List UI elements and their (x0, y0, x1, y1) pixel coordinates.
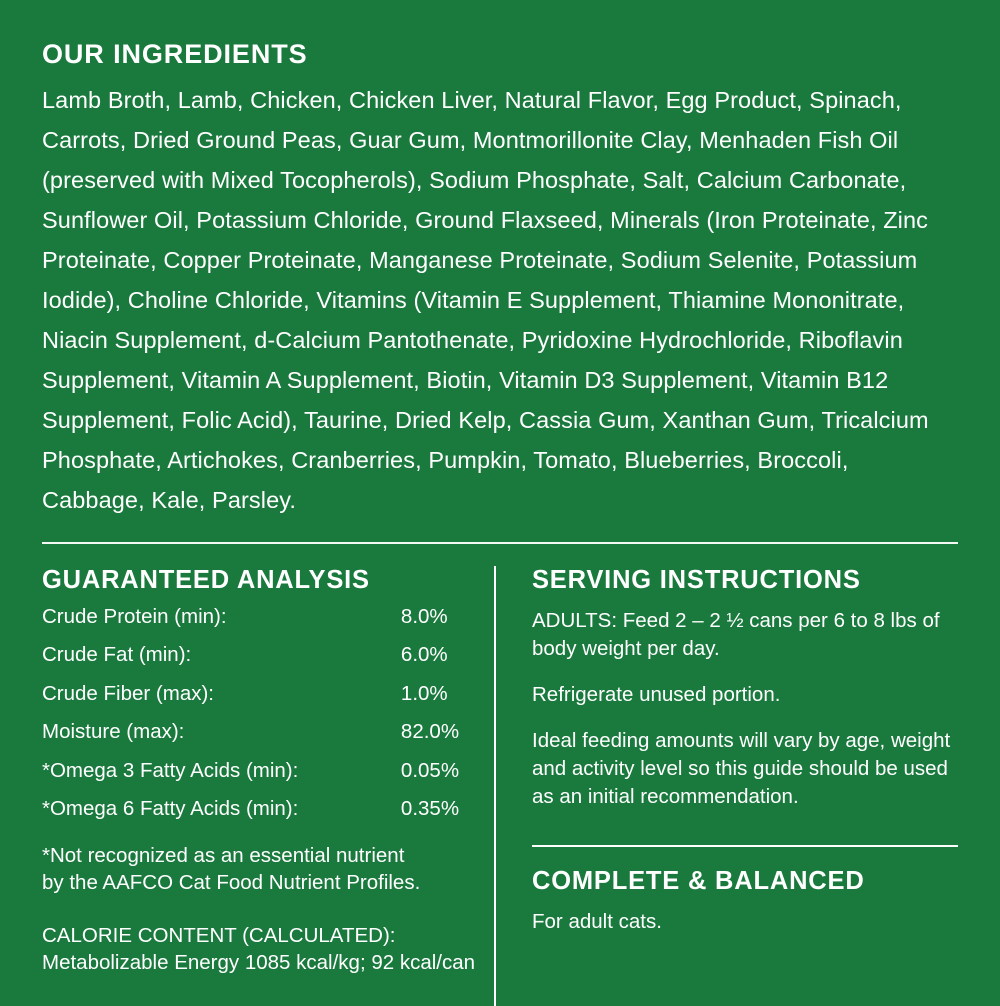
table-row (42, 684, 484, 723)
nutrient-value: 6.0% (400, 643, 448, 667)
nutrient-value: 1.0% (400, 681, 448, 705)
complete-balanced-subtitle: For adult cats. (532, 909, 662, 933)
serving-line-adults: ADULTS: Feed 2 – 2 ½ cans per 6 to 8 lbs of body weight per day. (532, 608, 940, 660)
nutrient-label: *Omega 3 Fatty Acids (min): (42, 758, 299, 782)
nutrient-value: 8.0% (400, 604, 448, 628)
ingredients-section (42, 40, 958, 520)
nutrient-label: Crude Fat (min): (42, 643, 192, 667)
table-row (42, 645, 484, 684)
guaranteed-analysis-table (42, 604, 484, 838)
ingredients-text: Lamb Broth, Lamb, Chicken, Chicken Liver, Natural Flavor, Egg Product, Spinach, Carrots, Dried Ground Peas, Guar Gum, Montmorillonite Clay, Menhaden Fish Oil (preserved with Mixed Tocopherols), Sodium Phosphate, Salt, Calcium Carbonate, Sunflower Oil, Potassium Chloride, Ground Flaxseed, Minerals (Iron Proteinate, Zinc Proteinate, Copper Proteinate, Manganese Proteinate, Sodium Selenite, Potassium Iodide), Choline Chloride, Vitamins (Vitamin E Supplement, Thiamine Mononitrate, Niacin Supplement, d-Calcium Pantothenate, Pyridoxine Hydrochloride, Riboflavin Supplement, Vitamin A Supplement, Biotin, Vitamin D3 Supplement, Vitamin B12 Supplement, Folic Acid), Taurine, Dried Kelp, Cassia Gum, Xanthan Gum, Tricalcium Phosphate, Artichokes, Cranberries, Pumpkin, Tomato, Blueberries, Broccoli, Cabbage, Kale, Parsley. (42, 86, 929, 513)
aafco-note-line-2: by the AAFCO Cat Food Nutrient Profiles. (42, 870, 421, 894)
nutrient-label: Crude Fiber (max): (42, 681, 215, 705)
nutrient-label: Crude Protein (min): (42, 604, 227, 628)
nutrient-value: 0.35% (400, 797, 460, 821)
calorie-content-value: Metabolizable Energy 1085 kcal/kg; 92 kcal/can (42, 950, 476, 974)
serving-line-guidance: Ideal feeding amounts will vary by age, weight and activity level so this guide should be used as an initial recommendation. (532, 728, 951, 808)
serving-instructions-section (496, 566, 958, 1006)
nutrient-label: *Omega 6 Fatty Acids (min): (42, 797, 299, 821)
complete-balanced-title: COMPLETE & BALANCED (532, 866, 865, 895)
table-row (42, 761, 484, 800)
guaranteed-analysis-section (42, 566, 494, 1006)
nutrient-value: 0.05% (400, 758, 460, 782)
serving-line-refrigerate: Refrigerate unused portion. (532, 682, 781, 706)
ingredients-title: OUR INGREDIENTS (42, 39, 308, 69)
calorie-content (42, 922, 484, 976)
table-row (42, 607, 484, 646)
aafco-note (42, 842, 484, 896)
calorie-content-heading: CALORIE CONTENT (CALCULATED): (42, 923, 396, 947)
table-row (42, 799, 484, 838)
complete-balanced-section (532, 845, 958, 935)
serving-instructions-title: SERVING INSTRUCTIONS (532, 565, 861, 594)
nutrient-value: 82.0% (400, 720, 460, 744)
nutrient-label: Moisture (max): (42, 720, 185, 744)
aafco-note-line-1: *Not recognized as an essential nutrient (42, 843, 405, 867)
guaranteed-analysis-title: GUARANTEED ANALYSIS (42, 565, 370, 594)
table-row (42, 722, 484, 761)
complete-balanced-divider (532, 845, 958, 847)
lower-columns (42, 566, 958, 1006)
horizontal-divider (42, 542, 958, 544)
